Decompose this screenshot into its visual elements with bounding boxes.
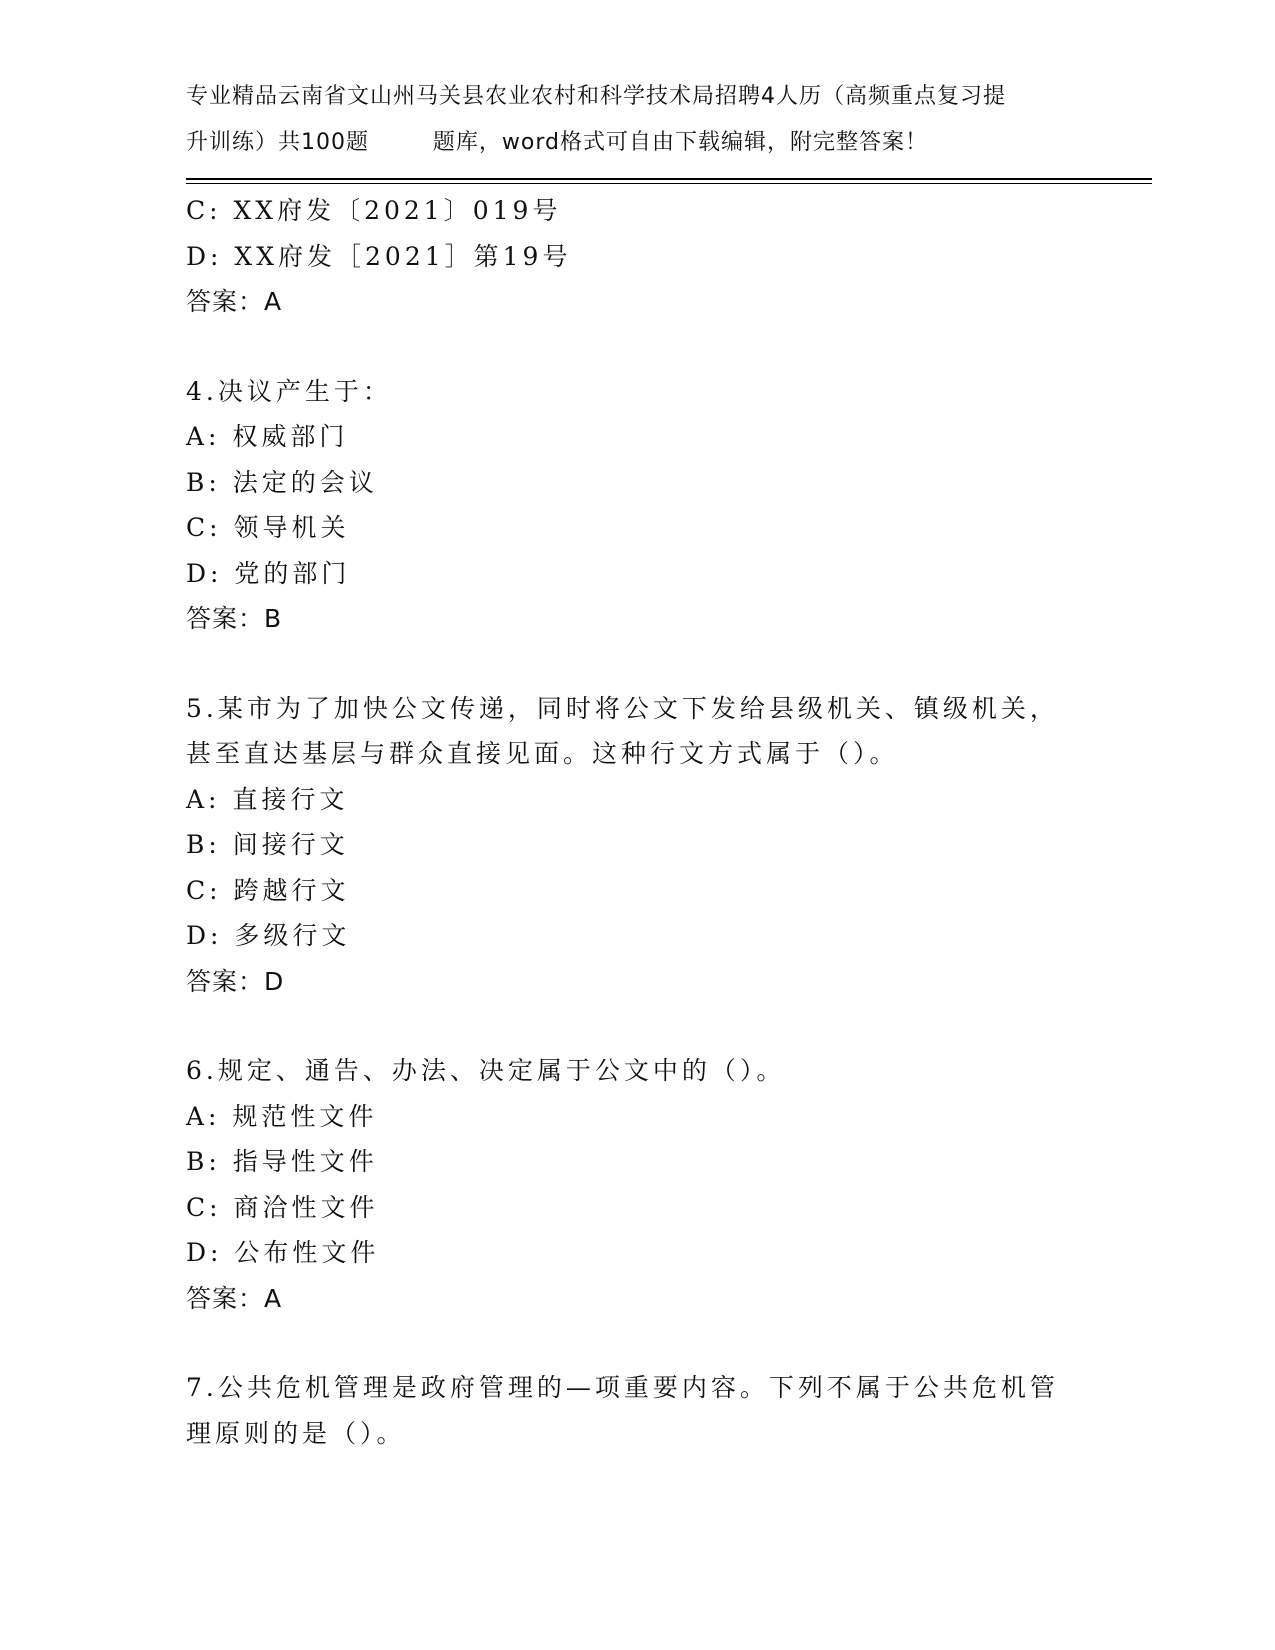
answer: 答案：D: [186, 966, 285, 996]
question-text: 6.规定、通告、办法、决定属于公文中的（）。: [186, 1056, 786, 1085]
document-header: [186, 74, 1086, 165]
answer: 答案：B: [186, 604, 283, 633]
answer: 答案：A: [186, 1283, 283, 1313]
spacer: [186, 325, 1146, 369]
option-b: B: 指导性文件: [186, 1147, 378, 1176]
spacer: [186, 1321, 1146, 1365]
question-6: [186, 1048, 1146, 1321]
option-c: C: 跨越行文: [186, 875, 350, 905]
option-d: D: XX府发［2021］第19号: [186, 241, 572, 271]
option-c: C: 商洽性文件: [186, 1192, 379, 1222]
option-b: B: 法定的会议: [186, 467, 378, 497]
header-divider-thick: [186, 178, 1152, 180]
answer: 答案：A: [186, 287, 283, 316]
option-c: C: 领导机关: [186, 513, 350, 542]
question-text-line-2: 理原则的是（）。: [186, 1418, 406, 1448]
question-text-line-1: 5.某市为了加快公文传递，同时将公文下发给县级机关、镇级机关，: [186, 693, 1059, 723]
option-c: C: XX府发〔2021〕019号: [186, 196, 562, 225]
spacer: [186, 1004, 1146, 1048]
question-text-line-2: 甚至直达基层与群众直接见面。这种行文方式属于（）。: [186, 739, 899, 768]
question-text-line-1: 7.公共危机管理是政府管理的—项重要内容。下列不属于公共危机管: [186, 1373, 1059, 1402]
option-a: A: 权威部门: [186, 422, 349, 451]
question-3-tail: [186, 188, 1146, 325]
option-d: D: 多级行文: [186, 921, 351, 950]
question-4: [186, 369, 1146, 642]
option-a: A: 规范性文件: [186, 1101, 378, 1131]
question-7: [186, 1365, 1146, 1456]
spacer: [186, 642, 1146, 686]
option-d: D: 党的部门: [186, 558, 351, 588]
option-d: D: 公布性文件: [186, 1238, 380, 1267]
question-5: [186, 686, 1146, 1005]
option-a: A: 直接行文: [186, 784, 349, 814]
question-text: 4.决议产生于：: [186, 376, 392, 406]
header-title-line-1: 专业精品云南省文山州马关县农业农村和科学技术局招聘4人历（高频重点复习提: [186, 84, 1006, 109]
header-divider-thin: [186, 183, 1152, 184]
question-list: [186, 188, 1146, 1456]
header-title-line-2: 升训练）共100题 题库，word格式可自由下载编辑，附完整答案！: [186, 129, 929, 155]
option-b: B: 间接行文: [186, 830, 349, 859]
